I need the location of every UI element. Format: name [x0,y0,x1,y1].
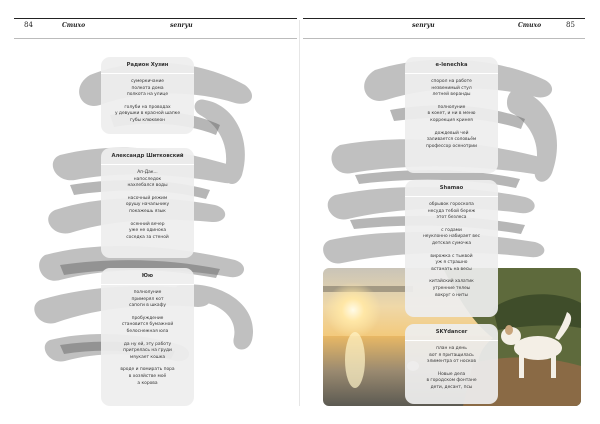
header-rule-right-bottom [303,38,585,39]
page-number-left: 84 [24,21,33,29]
poem-stanza: спорол на работе незвенимый стул летней веранды [431,79,472,98]
page-number-right: 85 [566,21,575,29]
poem-stanza: Новые дела в городском фонтане дети, десант, псы [426,371,477,390]
poem-card [101,57,194,134]
poem-stanza: Ап-Дак... напоследок нахлебался воды [127,170,168,189]
poet-name: SKYdancer [405,329,498,341]
poet-name: Shamao [405,185,498,197]
poet-name: e-lenechka [405,62,498,74]
poet-name: Радион Хузин [101,62,194,74]
poem-stanza: пробуждение становится бумажной белоснежная юла [121,315,174,334]
poem-stanza: полнолуние примерял кот сапоги в шкафу [129,290,166,309]
poem-stanza: план на день вот я притащилась элиментра от носков [427,346,476,365]
poem-stanza: да ну ей, эту работу пригрелась на груди мяукает кошка [123,341,172,360]
poem-stanza: китайский халатик утренние телеы вокруг о ниты [429,279,474,298]
poem-stanza: полнолуние в кокет, и ни в меню коррекция кринея [427,104,476,123]
poet-name: Александр Шитковский [101,153,194,165]
spine [299,20,300,406]
poem-stanza: осенний вечер уже не одинока соседка за стеной [126,221,169,240]
poem-stanza: сумеркичание полкота дома полкота на улице [126,79,169,98]
poem-card [101,148,194,258]
poet-name: Юю [101,273,194,285]
poem-stanza: дождевый чей заливается соловьём профессор осенотрии [426,130,477,149]
header-rule-right [303,18,585,19]
poem-stanza: обрывок гороскопа несуда тебой береж этот безлеса [427,202,476,221]
running-title-left: Стихо [62,22,86,29]
poem-stanza: с годами неуклонно набирает вес детская сумочка [422,227,481,246]
poem-card [101,268,194,406]
poem-card [405,57,498,173]
header-rule-left-bottom [14,38,297,39]
poem-stanza: вирожка с тыквой уж я страшно встанать на весы [430,253,473,272]
running-author-right: senryu [412,22,435,29]
header-rule-left [14,18,297,19]
running-author-left: senryu [170,22,193,29]
poem-stanza: вроде и помирать пора в хозяйстве моё а корова [120,367,175,386]
poem-card [405,324,498,404]
running-title-right: Стихо [518,22,542,29]
poem-card [405,180,498,317]
poem-stanza: голуби на проводах у девушки в красной шапке губы клюквеон [114,104,181,123]
poem-stanza: насочный режим орушу начальнику покажешь язык [125,195,170,214]
